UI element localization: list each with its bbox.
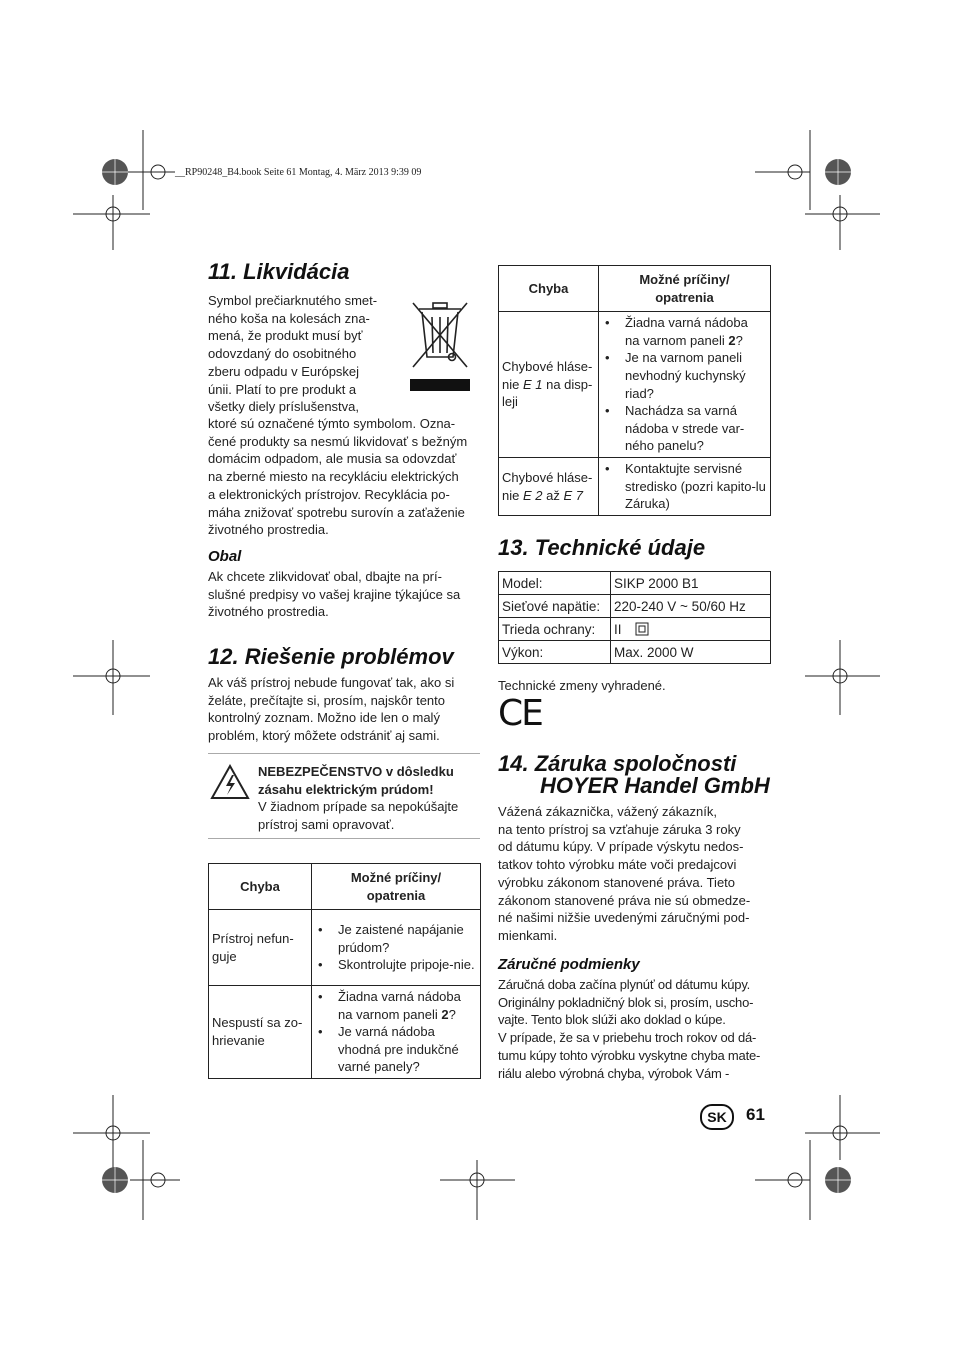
table-row: Nespustí sa zo- hrievanie • Žiadna varná nádoba na varnom paneli 2? • Je varná nádoba vhodná pre indukčné varné panely?	[209, 986, 481, 1079]
table-row: Sieťové napätie: 220-240 V ~ 50/60 Hz	[499, 595, 771, 618]
warranty-text: Vážená zákaznička, vážený zákazník, na tento prístroj sa vzťahuje záruka 3 roky od dátumu kúpy. V prípade výskytu nedos- tatkov tohto výrobku máte voči predajcovi výrobku zákonom stanovené práva. Tieto zákonom stanovené práva nie sú obmedze- né našimi nižšie uvedenými záručnými pod- mienkami.	[498, 804, 751, 943]
table-header-error: Chyba	[209, 864, 312, 910]
disposal-intro: Symbol prečiarknutého smet- ného koša na kolesách zna- mená, že produkt musí byť odovzdaný do osobitného zberu odpadu v Európskej únii. Platí to pre produkt a všetky diely príslušenstva,	[208, 293, 378, 415]
protection-class-ii-icon	[635, 622, 649, 636]
technical-title: 13. Technické údaje	[498, 535, 706, 560]
troubleshooting-title: 12. Riešenie problémov	[208, 644, 454, 669]
table-header-error: Chyba	[499, 266, 599, 312]
table-row: Chybové hláse- nie E 1 na disp- leji • Žiadna varná nádoba na varnom paneli 2? • Je na varnom paneli nevhodný kuchynský riad? • Nachádza sa varná nádoba v strede var-ného panelu?	[499, 312, 771, 458]
warning-electric-icon	[210, 764, 250, 800]
packaging-title: Obal	[208, 548, 242, 565]
language-badge: SK	[700, 1104, 734, 1130]
table-row: Model: SIKP 2000 B1	[499, 572, 771, 595]
page-number: 61	[746, 1105, 765, 1124]
warning-top-rule	[208, 753, 480, 754]
crossed-bin-icon	[405, 295, 475, 395]
table-row: Výkon: Max. 2000 W	[499, 641, 771, 664]
table-row: Trieda ochrany: II	[499, 618, 771, 641]
ce-mark-icon: CE	[498, 693, 542, 734]
troubleshooting-table-left	[208, 863, 481, 1079]
packaging-text: Ak chcete zlikvidovať obal, dbajte na prí- slušné predpisy vo vašej krajine týkajúce sa životného prostredia.	[208, 569, 461, 620]
warranty-conditions-title: Záručné podmienky	[498, 956, 640, 973]
warranty-conditions-text: Záručná doba začína plynúť od dátumu kúpy. Originálny pokladničný blok si, prosím, uscho- vajte. Tento blok slúži ako doklad o kúpe. V prípade, že sa v priebehu troch rokov od dá- tumu kúpy tohto výrobku vyskytne chyba mate- riálu alebo výrobná chyba, výrobok Vám -	[498, 977, 761, 1081]
technical-note: Technické zmeny vyhradené.	[498, 678, 666, 693]
disposal-title: 11. Likvidácia	[208, 259, 350, 284]
table-header-causes: Možné príčiny/ opatrenia	[599, 266, 771, 312]
table-header-causes: Možné príčiny/ opatrenia	[312, 864, 481, 910]
warning-text: NEBEZPEČENSTVO v dôsledku zásahu elektrickým prúdom! V žiadnom prípade sa nepokúšajte prístroj sami opravovať.	[258, 764, 459, 832]
troubleshooting-table-right	[498, 265, 771, 516]
warning-bottom-rule	[208, 838, 480, 839]
table-row: Chybové hláse- nie E 2 až E 7 • Kontaktujte servisné stredisko (pozri kapito-lu Záruka)	[499, 458, 771, 516]
print-header: __RP90248_B4.book Seite 61 Montag, 4. März 2013 9:39 09	[175, 167, 422, 178]
warranty-title: 14. Záruka spoločnosti HOYER Handel GmbH	[498, 751, 770, 798]
disposal-text: ktoré sú označené týmto symbolom. Ozna- čené produkty sa nesmú likvidovať s bežným domácim odpadom, ale musia sa odovzdať na zberné miesto na recykláciu elektrických a elektronických prístrojov. Recyklácia po- máha znižovať spotrebu surovín a zaťaženie životného prostredia.	[208, 416, 468, 538]
table-row: Prístroj nefun- guje • Je zaistené napájanie prúdom? • Skontrolujte pripoje-nie.	[209, 910, 481, 986]
technical-table	[498, 571, 771, 664]
troubleshooting-intro: Ak váš prístroj nebude fungovať tak, ako si želáte, prečítajte si, prosím, najskôr tento kontrolný zoznam. Možno ide len o malý problém, ktorý môžete odstrániť aj sami.	[208, 675, 455, 744]
